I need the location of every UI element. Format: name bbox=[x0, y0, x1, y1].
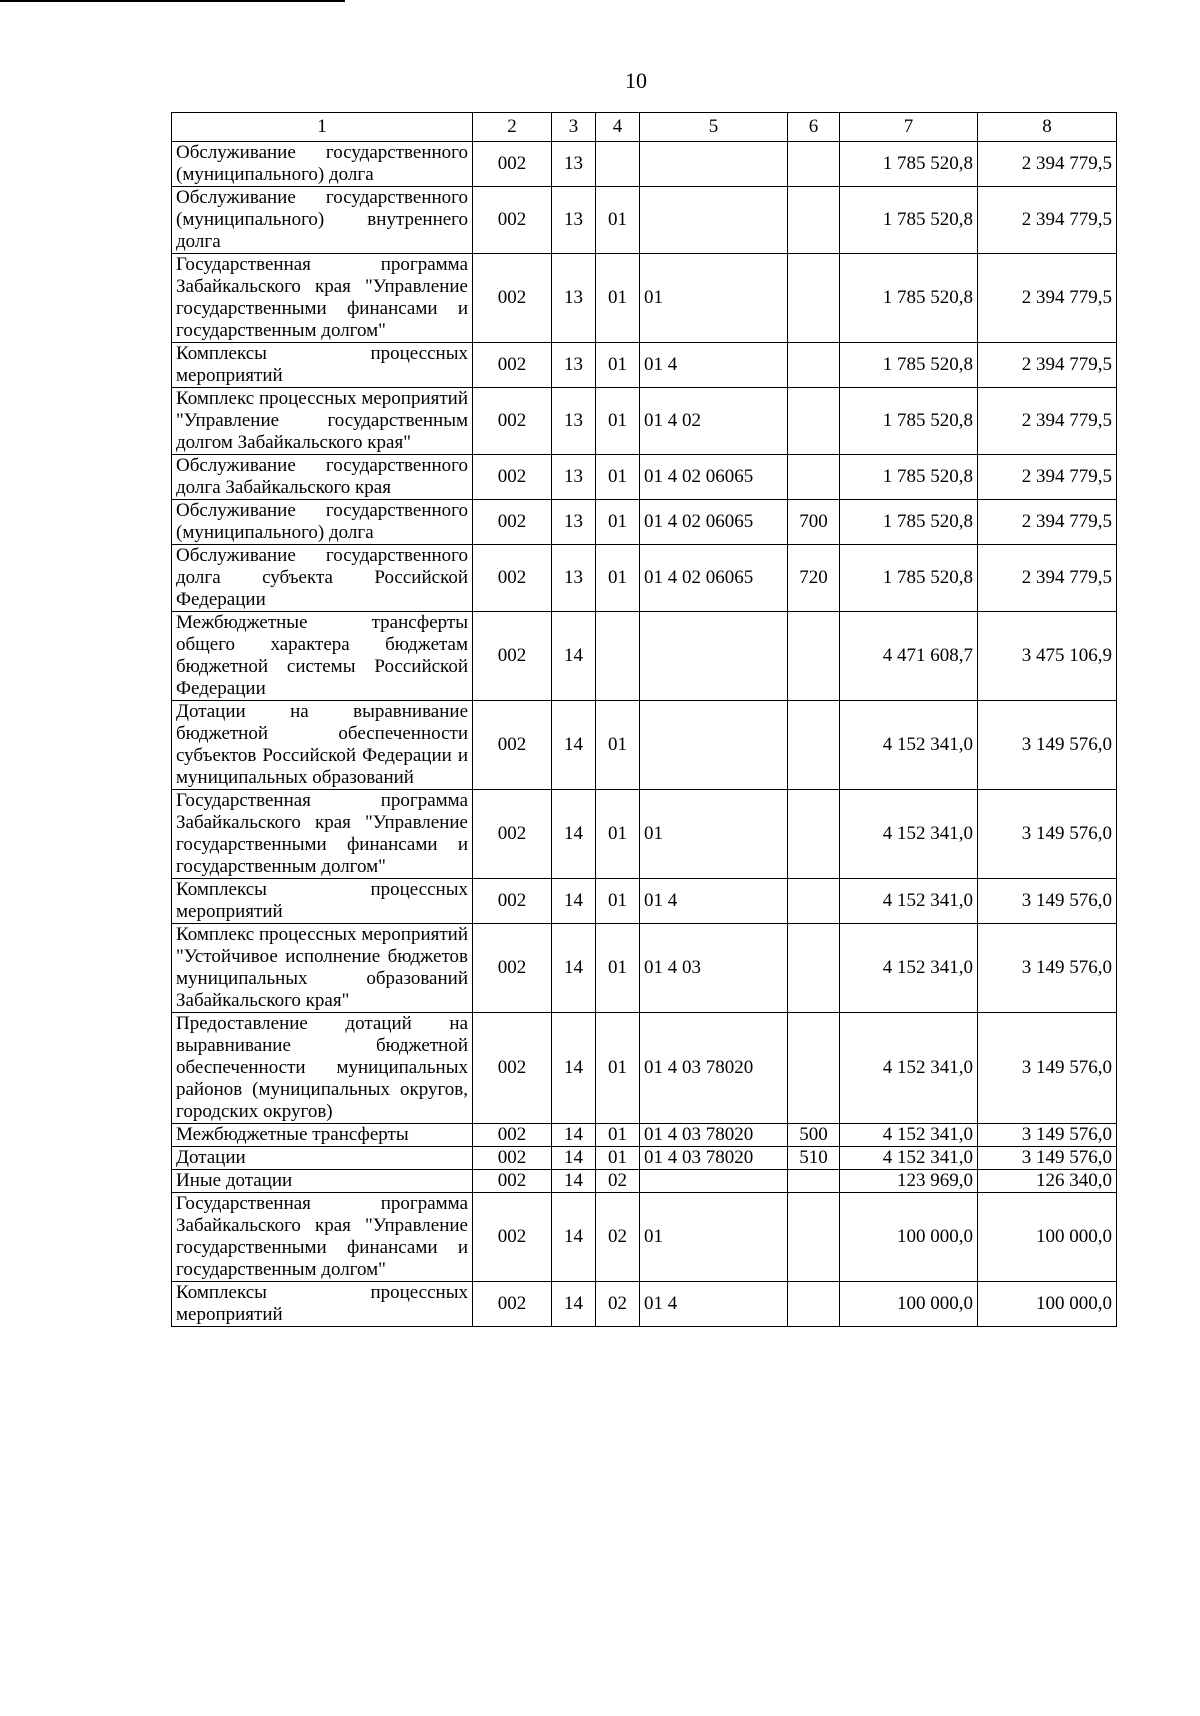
target-item-cell bbox=[640, 701, 788, 790]
table-row bbox=[172, 142, 1117, 187]
section-code-cell: 14 bbox=[552, 1193, 596, 1282]
expense-type-cell: 720 bbox=[788, 545, 840, 612]
target-item-cell: 01 4 02 06065 bbox=[640, 545, 788, 612]
section-code-cell: 14 bbox=[552, 879, 596, 924]
target-item-cell: 01 4 03 bbox=[640, 924, 788, 1013]
amount-year1-cell: 1 785 520,8 bbox=[840, 142, 978, 187]
ministry-code-cell: 002 bbox=[473, 545, 552, 612]
subsection-code-cell: 02 bbox=[596, 1170, 640, 1193]
target-item-cell bbox=[640, 1170, 788, 1193]
ministry-code-cell: 002 bbox=[473, 1124, 552, 1147]
table-row bbox=[172, 388, 1117, 455]
item-name-cell: Межбюджетные трансферты общего характера бюджетам бюджетной системы Российской Федерации bbox=[172, 612, 473, 701]
item-name-cell: Дотации на выравнивание бюджетной обеспеченности субъектов Российской Федерации и муниципальных образований bbox=[172, 701, 473, 790]
section-code-cell: 14 bbox=[552, 1124, 596, 1147]
section-code-cell: 14 bbox=[552, 612, 596, 701]
amount-year1-cell: 4 152 341,0 bbox=[840, 1124, 978, 1147]
amount-year2-cell: 3 149 576,0 bbox=[978, 701, 1117, 790]
amount-year2-cell: 2 394 779,5 bbox=[978, 388, 1117, 455]
expense-type-cell: 500 bbox=[788, 1124, 840, 1147]
target-item-cell: 01 bbox=[640, 790, 788, 879]
section-code-cell: 14 bbox=[552, 1170, 596, 1193]
amount-year2-cell: 2 394 779,5 bbox=[978, 343, 1117, 388]
table-row bbox=[172, 343, 1117, 388]
ministry-code-cell: 002 bbox=[473, 142, 552, 187]
column-header: 2 bbox=[473, 113, 552, 142]
target-item-cell: 01 4 02 06065 bbox=[640, 500, 788, 545]
amount-year1-cell: 1 785 520,8 bbox=[840, 455, 978, 500]
item-name-cell: Обслуживание государственного долга Забайкальского края bbox=[172, 455, 473, 500]
subsection-code-cell: 01 bbox=[596, 254, 640, 343]
expense-type-cell: 700 bbox=[788, 500, 840, 545]
amount-year2-cell: 2 394 779,5 bbox=[978, 142, 1117, 187]
section-code-cell: 14 bbox=[552, 701, 596, 790]
column-header: 6 bbox=[788, 113, 840, 142]
budget-table bbox=[171, 112, 1117, 1327]
subsection-code-cell: 01 bbox=[596, 924, 640, 1013]
amount-year1-cell: 4 152 341,0 bbox=[840, 1013, 978, 1124]
amount-year2-cell: 3 149 576,0 bbox=[978, 1147, 1117, 1170]
ministry-code-cell: 002 bbox=[473, 1170, 552, 1193]
subsection-code-cell: 01 bbox=[596, 1147, 640, 1170]
subsection-code-cell bbox=[596, 142, 640, 187]
subsection-code-cell: 01 bbox=[596, 545, 640, 612]
ministry-code-cell: 002 bbox=[473, 1013, 552, 1124]
ministry-code-cell: 002 bbox=[473, 612, 552, 701]
table-row bbox=[172, 1282, 1117, 1327]
target-item-cell bbox=[640, 187, 788, 254]
scan-edge-line bbox=[0, 0, 345, 2]
ministry-code-cell: 002 bbox=[473, 500, 552, 545]
ministry-code-cell: 002 bbox=[473, 1193, 552, 1282]
subsection-code-cell: 01 bbox=[596, 388, 640, 455]
section-code-cell: 13 bbox=[552, 388, 596, 455]
table-row bbox=[172, 879, 1117, 924]
subsection-code-cell: 01 bbox=[596, 1124, 640, 1147]
expense-type-cell bbox=[788, 187, 840, 254]
subsection-code-cell: 01 bbox=[596, 1013, 640, 1124]
ministry-code-cell: 002 bbox=[473, 1282, 552, 1327]
table-row bbox=[172, 924, 1117, 1013]
item-name-cell: Государственная программа Забайкальского края "Управление государственными финансами и государственным долгом" bbox=[172, 254, 473, 343]
ministry-code-cell: 002 bbox=[473, 924, 552, 1013]
amount-year1-cell: 1 785 520,8 bbox=[840, 343, 978, 388]
target-item-cell: 01 4 03 78020 bbox=[640, 1013, 788, 1124]
amount-year2-cell: 3 475 106,9 bbox=[978, 612, 1117, 701]
target-item-cell: 01 4 03 78020 bbox=[640, 1124, 788, 1147]
amount-year2-cell: 126 340,0 bbox=[978, 1170, 1117, 1193]
column-header: 8 bbox=[978, 113, 1117, 142]
item-name-cell: Комплекс процессных мероприятий "Управление государственным долгом Забайкальского края" bbox=[172, 388, 473, 455]
table-row bbox=[172, 612, 1117, 701]
table-row bbox=[172, 1147, 1117, 1170]
target-item-cell bbox=[640, 142, 788, 187]
subsection-code-cell: 01 bbox=[596, 343, 640, 388]
expense-type-cell: 510 bbox=[788, 1147, 840, 1170]
target-item-cell: 01 bbox=[640, 1193, 788, 1282]
table-row bbox=[172, 545, 1117, 612]
subsection-code-cell: 02 bbox=[596, 1282, 640, 1327]
table-row bbox=[172, 187, 1117, 254]
amount-year1-cell: 1 785 520,8 bbox=[840, 254, 978, 343]
page-number: 10 bbox=[625, 68, 647, 93]
expense-type-cell bbox=[788, 254, 840, 343]
target-item-cell: 01 4 02 bbox=[640, 388, 788, 455]
amount-year1-cell: 1 785 520,8 bbox=[840, 545, 978, 612]
target-item-cell bbox=[640, 612, 788, 701]
ministry-code-cell: 002 bbox=[473, 187, 552, 254]
target-item-cell: 01 4 bbox=[640, 879, 788, 924]
ministry-code-cell: 002 bbox=[473, 790, 552, 879]
item-name-cell: Предоставление дотаций на выравнивание бюджетной обеспеченности муниципальных районов (муниципальных округов, городских округов) bbox=[172, 1013, 473, 1124]
amount-year2-cell: 100 000,0 bbox=[978, 1193, 1117, 1282]
section-code-cell: 13 bbox=[552, 254, 596, 343]
section-code-cell: 13 bbox=[552, 545, 596, 612]
amount-year2-cell: 3 149 576,0 bbox=[978, 879, 1117, 924]
subsection-code-cell: 01 bbox=[596, 701, 640, 790]
amount-year1-cell: 123 969,0 bbox=[840, 1170, 978, 1193]
table-row bbox=[172, 455, 1117, 500]
item-name-cell: Комплекс процессных мероприятий "Устойчивое исполнение бюджетов муниципальных образований Забайкальского края" bbox=[172, 924, 473, 1013]
expense-type-cell bbox=[788, 388, 840, 455]
ministry-code-cell: 002 bbox=[473, 701, 552, 790]
subsection-code-cell bbox=[596, 612, 640, 701]
amount-year1-cell: 4 152 341,0 bbox=[840, 790, 978, 879]
expense-type-cell bbox=[788, 1013, 840, 1124]
table-row bbox=[172, 1193, 1117, 1282]
amount-year1-cell: 1 785 520,8 bbox=[840, 187, 978, 254]
section-code-cell: 14 bbox=[552, 924, 596, 1013]
subsection-code-cell: 01 bbox=[596, 879, 640, 924]
expense-type-cell bbox=[788, 790, 840, 879]
target-item-cell: 01 bbox=[640, 254, 788, 343]
amount-year1-cell: 4 471 608,7 bbox=[840, 612, 978, 701]
section-code-cell: 13 bbox=[552, 500, 596, 545]
expense-type-cell bbox=[788, 1193, 840, 1282]
amount-year2-cell: 2 394 779,5 bbox=[978, 545, 1117, 612]
item-name-cell: Обслуживание государственного долга субъекта Российской Федерации bbox=[172, 545, 473, 612]
column-header: 7 bbox=[840, 113, 978, 142]
amount-year2-cell: 2 394 779,5 bbox=[978, 254, 1117, 343]
expense-type-cell bbox=[788, 1282, 840, 1327]
amount-year2-cell: 3 149 576,0 bbox=[978, 1013, 1117, 1124]
item-name-cell: Обслуживание государственного (муниципального) долга bbox=[172, 142, 473, 187]
amount-year1-cell: 4 152 341,0 bbox=[840, 924, 978, 1013]
item-name-cell: Дотации bbox=[172, 1147, 473, 1170]
item-name-cell: Комплексы процессных мероприятий bbox=[172, 343, 473, 388]
table-row bbox=[172, 790, 1117, 879]
amount-year2-cell: 2 394 779,5 bbox=[978, 500, 1117, 545]
table-row bbox=[172, 254, 1117, 343]
target-item-cell: 01 4 bbox=[640, 1282, 788, 1327]
subsection-code-cell: 01 bbox=[596, 187, 640, 254]
section-code-cell: 13 bbox=[552, 455, 596, 500]
expense-type-cell bbox=[788, 455, 840, 500]
amount-year2-cell: 3 149 576,0 bbox=[978, 790, 1117, 879]
column-header: 4 bbox=[596, 113, 640, 142]
ministry-code-cell: 002 bbox=[473, 254, 552, 343]
item-name-cell: Иные дотации bbox=[172, 1170, 473, 1193]
item-name-cell: Комплексы процессных мероприятий bbox=[172, 1282, 473, 1327]
subsection-code-cell: 01 bbox=[596, 455, 640, 500]
ministry-code-cell: 002 bbox=[473, 343, 552, 388]
section-code-cell: 13 bbox=[552, 187, 596, 254]
table-header-row bbox=[172, 113, 1117, 142]
expense-type-cell bbox=[788, 879, 840, 924]
expense-type-cell bbox=[788, 924, 840, 1013]
amount-year2-cell: 3 149 576,0 bbox=[978, 1124, 1117, 1147]
amount-year1-cell: 1 785 520,8 bbox=[840, 500, 978, 545]
target-item-cell: 01 4 02 06065 bbox=[640, 455, 788, 500]
section-code-cell: 14 bbox=[552, 1013, 596, 1124]
item-name-cell: Комплексы процессных мероприятий bbox=[172, 879, 473, 924]
target-item-cell: 01 4 03 78020 bbox=[640, 1147, 788, 1170]
table-body bbox=[172, 142, 1117, 1327]
section-code-cell: 14 bbox=[552, 1147, 596, 1170]
amount-year1-cell: 4 152 341,0 bbox=[840, 1147, 978, 1170]
table-row bbox=[172, 1013, 1117, 1124]
column-header: 3 bbox=[552, 113, 596, 142]
column-header: 5 bbox=[640, 113, 788, 142]
expense-type-cell bbox=[788, 343, 840, 388]
item-name-cell: Государственная программа Забайкальского края "Управление государственными финансами и государственным долгом" bbox=[172, 1193, 473, 1282]
table-row bbox=[172, 1124, 1117, 1147]
amount-year2-cell: 3 149 576,0 bbox=[978, 924, 1117, 1013]
section-code-cell: 14 bbox=[552, 1282, 596, 1327]
ministry-code-cell: 002 bbox=[473, 1147, 552, 1170]
subsection-code-cell: 02 bbox=[596, 1193, 640, 1282]
item-name-cell: Обслуживание государственного (муниципального) долга bbox=[172, 500, 473, 545]
amount-year1-cell: 100 000,0 bbox=[840, 1282, 978, 1327]
table-row bbox=[172, 1170, 1117, 1193]
column-header: 1 bbox=[172, 113, 473, 142]
ministry-code-cell: 002 bbox=[473, 388, 552, 455]
subsection-code-cell: 01 bbox=[596, 500, 640, 545]
ministry-code-cell: 002 bbox=[473, 879, 552, 924]
expense-type-cell bbox=[788, 612, 840, 701]
amount-year1-cell: 1 785 520,8 bbox=[840, 388, 978, 455]
item-name-cell: Обслуживание государственного (муниципального) внутреннего долга bbox=[172, 187, 473, 254]
item-name-cell: Государственная программа Забайкальского края "Управление государственными финансами и государственным долгом" bbox=[172, 790, 473, 879]
expense-type-cell bbox=[788, 1170, 840, 1193]
amount-year2-cell: 2 394 779,5 bbox=[978, 455, 1117, 500]
section-code-cell: 13 bbox=[552, 142, 596, 187]
amount-year1-cell: 4 152 341,0 bbox=[840, 879, 978, 924]
amount-year2-cell: 2 394 779,5 bbox=[978, 187, 1117, 254]
target-item-cell: 01 4 bbox=[640, 343, 788, 388]
section-code-cell: 13 bbox=[552, 343, 596, 388]
expense-type-cell bbox=[788, 701, 840, 790]
amount-year1-cell: 4 152 341,0 bbox=[840, 701, 978, 790]
table-row bbox=[172, 500, 1117, 545]
expense-type-cell bbox=[788, 142, 840, 187]
subsection-code-cell: 01 bbox=[596, 790, 640, 879]
amount-year2-cell: 100 000,0 bbox=[978, 1282, 1117, 1327]
item-name-cell: Межбюджетные трансферты bbox=[172, 1124, 473, 1147]
table-row bbox=[172, 701, 1117, 790]
section-code-cell: 14 bbox=[552, 790, 596, 879]
amount-year1-cell: 100 000,0 bbox=[840, 1193, 978, 1282]
ministry-code-cell: 002 bbox=[473, 455, 552, 500]
